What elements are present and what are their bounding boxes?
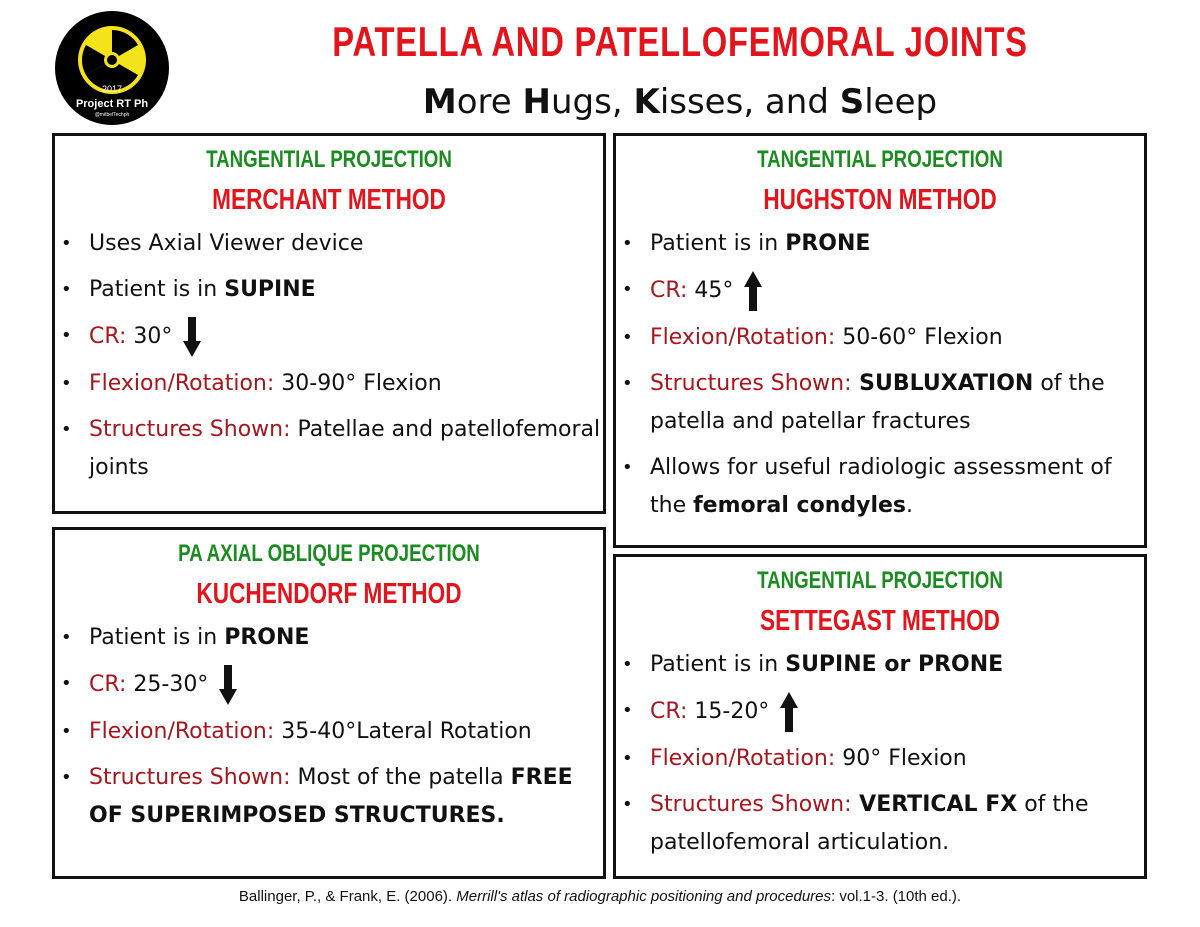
list-item: • Structures Shown: Most of the patella FREE OF SUPERIMPOSED STRUCTURES. xyxy=(55,759,603,835)
list-item: • Patient is in SUPINE xyxy=(55,271,603,309)
list-item: • Flexion/Rotation: 90° Flexion xyxy=(616,740,1144,778)
bullet-list xyxy=(616,225,1144,525)
list-item: • CR: 15-20° xyxy=(616,692,1144,732)
svg-text:Project RT Ph: Project RT Ph xyxy=(75,98,149,110)
method-heading: SETTEGAST METHOD xyxy=(759,605,1001,637)
merchant-method-card xyxy=(52,133,606,514)
list-item: • CR: 30° xyxy=(55,317,603,357)
arrow-up-icon xyxy=(780,692,798,732)
bullet-list xyxy=(55,225,603,487)
method-heading: MERCHANT METHOD xyxy=(212,184,446,216)
citation: Ballinger, P., & Frank, E. (2006). Merrill's atlas of radiographic positioning and procedures: vol.1-3. (10th ed.). xyxy=(238,888,962,905)
list-item: • Flexion/Rotation: 30-90° Flexion xyxy=(55,365,603,403)
projection-heading: PA AXIAL OBLIQUE PROJECTION xyxy=(178,540,480,567)
list-item: • CR: 45° xyxy=(616,271,1144,311)
list-item: • Allows for useful radiologic assessment of the femoral condyles. xyxy=(616,449,1144,525)
arrow-down-icon xyxy=(183,317,201,357)
list-item: • CR: 25-30° xyxy=(55,665,603,705)
list-item: • Patient is in SUPINE or PRONE xyxy=(616,646,1144,684)
arrow-up-icon xyxy=(744,271,762,311)
page-subtitle: More Hugs, Kisses, and Sleep xyxy=(422,82,938,122)
list-item: • Structures Shown: VERTICAL FX of the patellofemoral articulation. xyxy=(616,786,1144,862)
projection-heading: TANGENTIAL PROJECTION xyxy=(757,146,1003,173)
page-title: PATELLA AND PATELLOFEMORAL JOINTS xyxy=(332,18,1028,65)
list-item: • Structures Shown: SUBLUXATION of the patella and patellar fractures xyxy=(616,365,1144,441)
hughston-method-card xyxy=(613,133,1147,548)
list-item: • Flexion/Rotation: 35-40°Lateral Rotation xyxy=(55,713,603,751)
kuchendorf-method-card xyxy=(52,527,606,879)
projection-heading: TANGENTIAL PROJECTION xyxy=(757,567,1003,594)
method-heading: KUCHENDORF METHOD xyxy=(196,578,462,610)
list-item: • Patient is in PRONE xyxy=(616,225,1144,263)
method-heading: HUGHSTON METHOD xyxy=(763,184,997,216)
svg-text:2017: 2017 xyxy=(101,84,123,94)
radiation-logo xyxy=(54,10,170,126)
list-item: • Patient is in PRONE xyxy=(55,619,603,657)
list-item: • Structures Shown: Patellae and patellofemoral joints xyxy=(55,411,603,487)
arrow-down-icon xyxy=(219,665,237,705)
settegast-method-card xyxy=(613,554,1147,879)
projection-heading: TANGENTIAL PROJECTION xyxy=(206,146,452,173)
bullet-list xyxy=(616,646,1144,862)
list-item: • Flexion/Rotation: 50-60° Flexion xyxy=(616,319,1144,357)
svg-text:@mitbelTechph: @mitbelTechph xyxy=(94,112,130,118)
bullet-list xyxy=(55,619,603,835)
list-item: • Uses Axial Viewer device xyxy=(55,225,603,263)
